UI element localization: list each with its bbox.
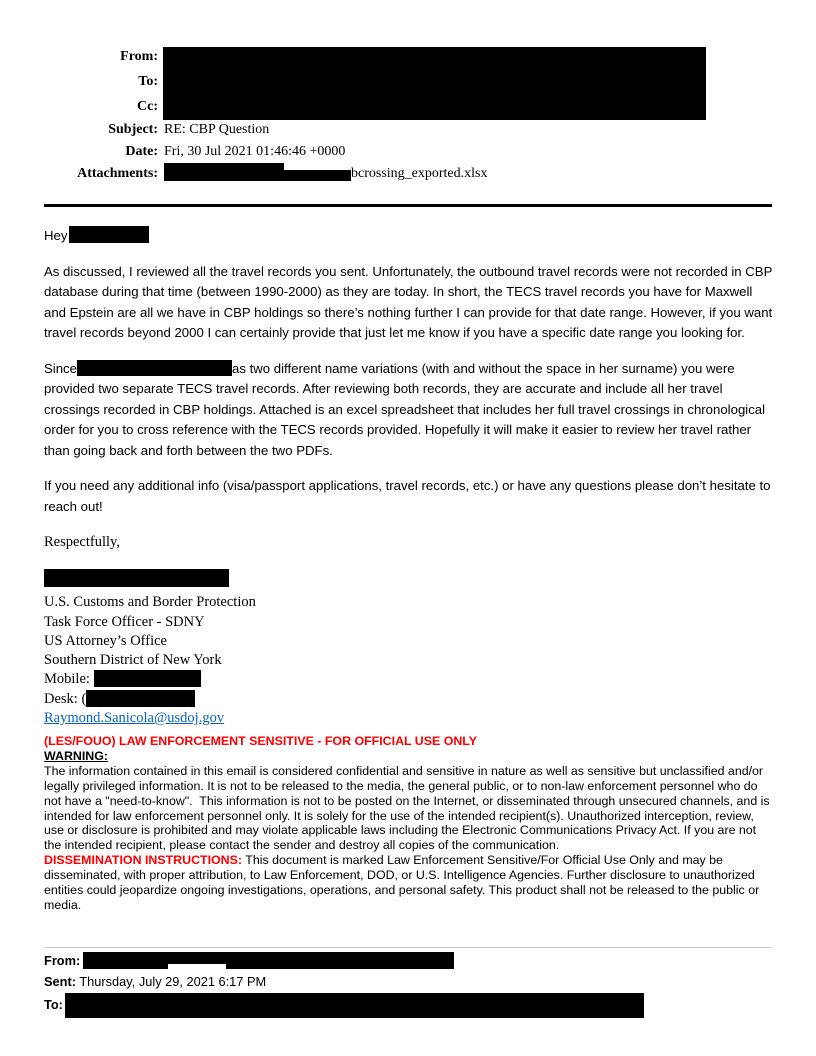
attachments-value xyxy=(158,163,487,185)
redaction-quoted-to xyxy=(65,993,644,1018)
quoted-to-line xyxy=(44,993,772,1018)
les-fouo-warning-block xyxy=(44,734,776,913)
signature-desk-line xyxy=(44,690,256,709)
quoted-message-header xyxy=(44,951,772,1020)
signature-email-line xyxy=(44,709,256,728)
redaction-greeting-name xyxy=(69,226,149,243)
attachments-label: Attachments: xyxy=(77,166,158,181)
greeting-line xyxy=(44,226,778,247)
header-row-date xyxy=(44,141,772,163)
body-paragraph-2 xyxy=(44,359,778,462)
signature-title: Task Force Officer - SDNY xyxy=(44,613,205,630)
signature-office: US Attorney’s Office xyxy=(44,632,167,649)
signature-block xyxy=(44,533,256,728)
warning-text: The information contained in this email is considered confidential and sensitive in nature as well as sensitive but unclassified and/or legally privileged information. It is not to be released to the media, the general public, or to non-law enforcement personnel who do not have a "need-to-know". This information is not to be posted on the Internet, or disseminated through unsecured channels, and is intended for law enforcement personnel only. It is solely for the use of the intended recipient(s). Unauthorized interception, review, use or disclosure is prohibited and may violate applicable laws including the Electronic Communications Privacy Act. If you are not the intended recipient, please contact the sender and destroy all copies of the communication. xyxy=(44,763,774,853)
desk-label: Desk: ( xyxy=(44,690,87,707)
mail-header xyxy=(44,44,772,185)
closing-line: Respectfully, xyxy=(44,534,120,550)
quoted-sent-label: Sent: xyxy=(44,974,76,989)
signature-org: U.S. Customs and Border Protection xyxy=(44,594,256,611)
quoted-from-label: From: xyxy=(44,953,81,968)
subject-label: Subject: xyxy=(108,122,158,137)
signature-mobile-line xyxy=(44,670,256,689)
quoted-to-label: To: xyxy=(44,996,63,1012)
email-body xyxy=(44,226,778,532)
redaction-sender-name xyxy=(44,569,229,587)
quoted-message-divider xyxy=(44,947,772,948)
sender-email-link[interactable]: Raymond.Sanicola@usdoj.gov xyxy=(44,710,225,727)
greeting-text: Hey xyxy=(44,228,68,243)
body-paragraph-3: If you need any additional info (visa/passport applications, travel records, etc.) or have any questions please don’t hesitate to reach out! xyxy=(44,478,771,514)
quoted-from-line xyxy=(44,951,772,970)
header-row-subject xyxy=(44,119,772,141)
date-value: Fri, 30 Jul 2021 01:46:46 +0000 xyxy=(164,144,346,159)
attachment-filename[interactable]: bcrossing_exported.xlsx xyxy=(351,166,488,181)
redaction-desk-number xyxy=(86,690,195,707)
quoted-sent-line xyxy=(44,972,772,991)
redaction-from-to-cc xyxy=(163,47,706,120)
signature-district: Southern District of New York xyxy=(44,652,222,669)
subject-value: RE: CBP Question xyxy=(164,122,270,137)
redaction-attachment-name xyxy=(164,163,351,181)
mobile-label: Mobile: xyxy=(44,671,90,688)
cc-label: Cc: xyxy=(137,99,158,114)
dissemination-paragraph xyxy=(44,853,776,913)
redaction-mobile-number xyxy=(94,670,201,687)
header-row-attachments xyxy=(44,163,772,185)
quoted-sent-value: Thursday, July 29, 2021 6:17 PM xyxy=(79,974,267,989)
warning-label: WARNING: xyxy=(44,748,109,763)
dissemination-label: DISSEMINATION INSTRUCTIONS: xyxy=(44,853,243,868)
redaction-quoted-from xyxy=(83,952,454,969)
para2-suffix: as two different name variations (with and without the space in her surname) you were provided two separate TECS travel records. After reviewing both records, they are accurate and include all her travel crossings recorded in CBP holdings. Attached is an excel spreadsheet that includes her full travel crossings in chronological order for you to cross reference with the TECS records provided. Hopefully it will make it easier to review her travel rather than going back and forth between the two PDFs. xyxy=(44,360,766,458)
to-label: To: xyxy=(138,74,158,89)
dissemination-text: This document is marked Law Enforcement Sensitive/For Official Use Only and may be disseminated, with proper attribution, to Law Enforcement, DOD, or U.S. Intelligence Agencies. Further disclosure to unauthorized entities could jeopardize ongoing investigations, operations, and personal safety. This product shall not be released to the public or media. xyxy=(44,853,763,912)
from-label: From: xyxy=(120,49,158,64)
body-paragraph-1: As discussed, I reviewed all the travel records you sent. Unfortunately, the outbound travel records were not recorded in CBP database during that time (between 1990-2000) as they are today. In short, the TECS travel records you have for Maxwell and Epstein are all we have in CBP holdings so there’s nothing further I can provide for that date range. However, if you want travel records beyond 2000 I can certainly provide that just let me know if you have a specific date range you looking for. xyxy=(44,263,773,340)
les-fouo-banner: (LES/FOUO) LAW ENFORCEMENT SENSITIVE - FOR OFFICIAL USE ONLY xyxy=(44,734,477,748)
header-divider-rule xyxy=(44,204,772,207)
date-label: Date: xyxy=(125,144,158,159)
para2-prefix: Since xyxy=(44,360,77,376)
redaction-subject-name xyxy=(77,360,232,376)
